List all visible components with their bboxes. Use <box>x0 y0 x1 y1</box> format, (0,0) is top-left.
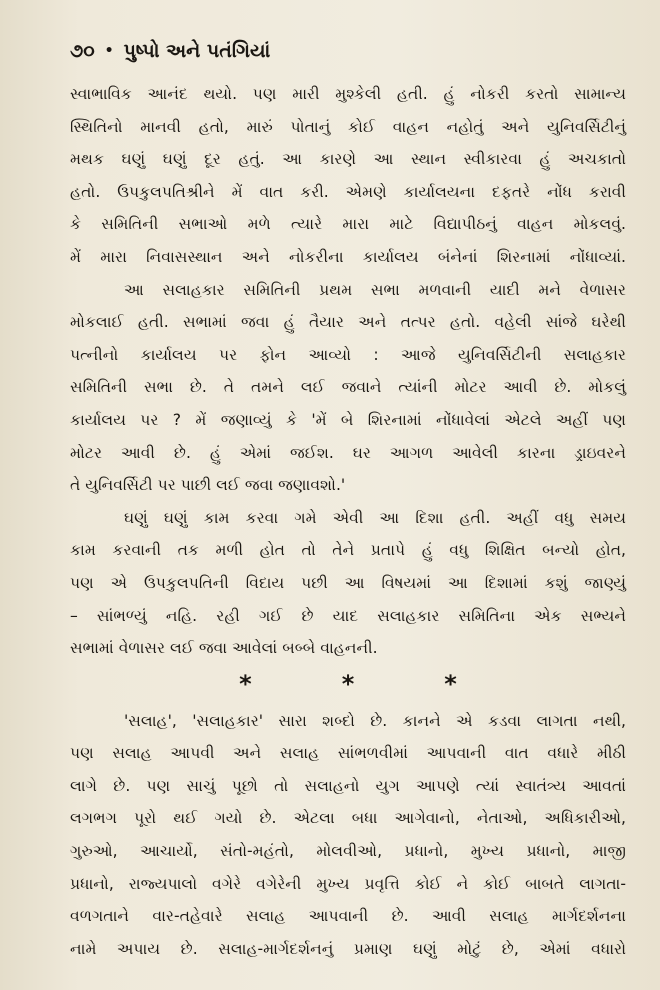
text-line: મોટર આવી છે. હું એમાં જઈશ. ઘર આગળ આવેલી કારના ડ્રાઇવરને <box>70 443 626 462</box>
asterisk-ornament: * <box>239 670 252 699</box>
asterisk-ornament: * <box>341 670 355 699</box>
header-separator: • <box>104 43 114 59</box>
text-line: પત્નીનો કાર્યાલય પર ફોન આવ્યો : આજે યુનિવર્સિટીની સલાહકાર <box>70 345 626 364</box>
text-line: સ્થિતિનો માનવી હતો, મારું પોતાનું કોઈ વાહન નહોતું અને યુનિવર્સિટીનું <box>70 117 626 136</box>
asterisk-ornament: * <box>444 670 457 699</box>
text-line: હતો. ઉપકુલપતિશ્રીને મેં વાત કરી. એમણે કાર્યાલયના દફતરે નોંધ કરાવી <box>70 182 626 201</box>
text-line: લાગે છે. પણ સાચું પૂછો તો સલાહનો યુગ આપણે ત્યાં સ્વાતંત્ર્ય આવતાં <box>70 776 626 795</box>
text-line: વળગતાને વાર-તહેવારે સલાહ આપવાની છે. આવી સલાહ માર્ગદર્શનના <box>70 907 626 926</box>
running-head <box>70 36 626 66</box>
text-line: નામે અપાય છે. સલાહ-માર્ગદર્શનનું પ્રમાણ ઘણું મોટું છે, એમાં વધારો <box>70 939 626 958</box>
text-line: પણ સલાહ આપવી અને સલાહ સાંભળવીમાં આપવાની વાત વધારે મીઠી <box>70 744 626 763</box>
text-line: – સાંભળ્યું નહિ. રહી ગઈ છે યાદ સલાહકાર સમિતિના એક સભ્યને <box>70 606 626 625</box>
body-text <box>70 78 626 965</box>
section-break <box>70 665 626 705</box>
text-line: કે સમિતિની સભાઓ મળે ત્યારે મારા માટે વિદ્યાપીઠનું વાહન મોકલવું. <box>70 215 626 234</box>
text-line: તે યુનિવર્સિટી પર પાછી લઈ જવા જણાવશો.' <box>70 476 346 495</box>
page-title: પુષ્પો અને પતંગિયાં <box>123 40 271 62</box>
text-line: સ્વાભાવિક આનંદ થયો. પણ મારી મુશ્કેલી હતી. હું નોકરી કરતો સામાન્ય <box>70 85 626 103</box>
text-line: સભામાં વેળાસર લઈ જવા આવેલાં બબ્બે વાહનની. <box>70 639 378 658</box>
text-line: ઘણું ઘણું કામ કરવા ગમે એવી આ દિશા હતી. અહીં વધુ સમય <box>124 508 626 527</box>
text-line: 'સલાહ', 'સલાહકાર' સારા શબ્દો છે. કાનને એ કડવા લાગતા નથી, <box>124 711 626 730</box>
text-line: કામ કરવાની તક મળી હોત તો તેને પ્રતાપે હું વધુ શિક્ષિત બન્યો હોત, <box>70 541 626 560</box>
text-line: પણ એ ઉપકુલપતિની વિદાય પછી આ વિષયમાં આ દિશામાં કશું જાણ્યું <box>70 573 626 592</box>
text-line: લગભગ પૂરો થઈ ગયો છે. એટલા બધા આગેવાનો, નેતાઓ, અધિકારીઓ, <box>70 809 626 828</box>
text-line: આ સલાહકાર સમિતિની પ્રથમ સભા મળવાની યાદી મને વેળાસર <box>124 280 626 299</box>
text-line: મોકલાઈ હતી. સભામાં જવા હું તૈયાર અને તત્પર હતો. વહેલી સાંજે ઘરેથી <box>70 313 626 332</box>
text-line: પ્રધાનો, રાજ્યપાલો વગેરે વગેરેની મુખ્ય પ્રવૃત્તિ કોઈ ને કોઈ બાબતે લાગતા- <box>70 874 626 893</box>
text-line: ગુરુઓ, આચાર્યો, સંતો-મહંતો, મોલવીઓ, પ્રધાનો, મુખ્ય પ્રધાનો, માજી <box>70 842 626 861</box>
page-number: ૭૦ <box>70 40 95 62</box>
text-line: સમિતિની સભા છે. તે તમને લઈ જવાને ત્યાંની મોટર આવી છે. મોકલું <box>70 378 626 397</box>
text-line: મથક ઘણું ઘણું દૂર હતું. આ કારણે આ સ્થાન સ્વીકારવા હું અચકાતો <box>70 150 626 169</box>
text-line: કાર્યાલય પર ? મેં જણાવ્યું કે 'મેં બે શિરનામાં નોંધાવેલાં એટલે અહીં પણ <box>70 410 626 429</box>
text-line: મેં મારા નિવાસસ્થાન અને નોકરીના કાર્યાલય બંનેનાં શિરનામાં નોંધાવ્યાં. <box>70 247 626 266</box>
